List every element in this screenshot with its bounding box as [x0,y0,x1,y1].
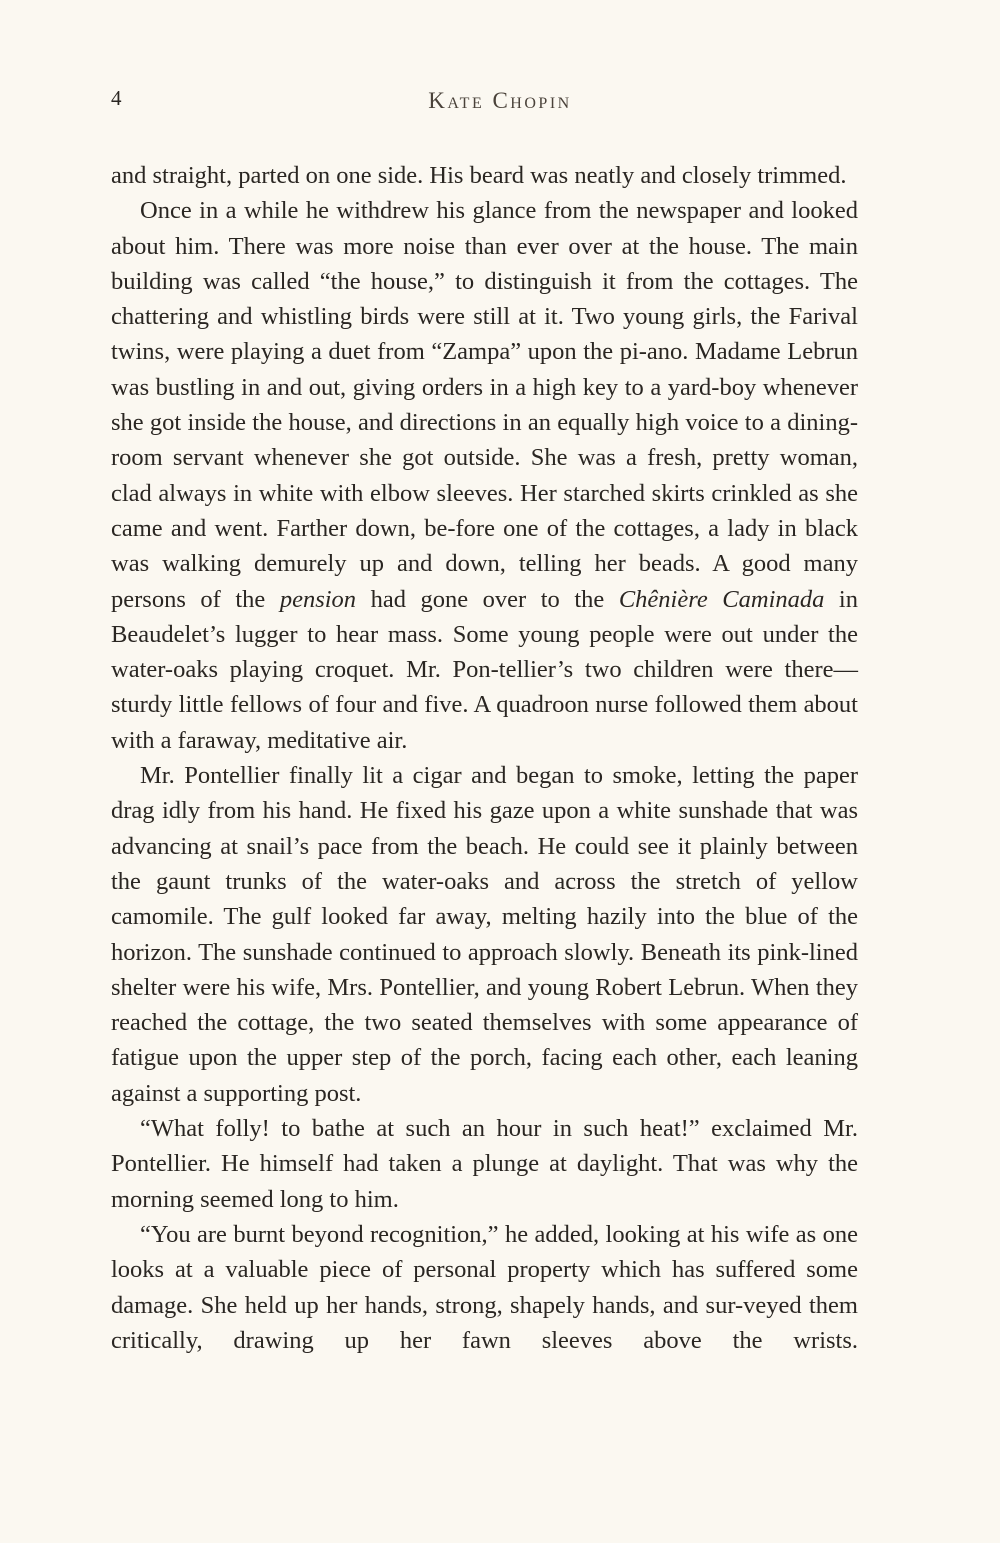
text-segment: “What folly! to bathe at such an hour in such heat!” exclaimed Mr. Pontellier. He himself had taken a plunge at daylight. That was why the morning seemed long to him. [111,1115,858,1213]
text-segment: Once in a while he withdrew his glance from the newspaper and looked about him. There was more noise than ever over at the house. The main building was called “the house,” to distinguish it from the cottages. The chattering and whistling birds were still at it. Two young girls, the Farival twins, were playing a duet from “Zampa” upon the pi-ano. Madame Lebrun was bustling in and out, giving orders in a high key to a yard-boy whenever she got inside the house, and directions in an equally high voice to a dining-room servant whenever she got outside. She was a fresh, pretty woman, clad always in white with elbow sleeves. Her starched skirts crinkled as she came and went. Farther down, be-fore one of the cottages, a lady in black was walking demurely up and down, telling her beads. A good many persons of the [111,197,858,613]
paragraph [111,758,858,1111]
text-segment: in Beaudelet’s lugger to hear mass. Some young people were out under the water-oaks playing croquet. Mr. Pon-tellier’s two children were there—sturdy little fellows of four and five. A quadroon nurse followed them about with a faraway, meditative air. [111,585,858,754]
text-segment: Mr. Pontellier finally lit a cigar and began to smoke, letting the paper drag idly from his hand. He fixed his gaze upon a white sunshade that was advancing at snail’s pace from the beach. He could see it plainly between the gaunt trunks of the water-oaks and across the stretch of yellow camomile. The gulf looked far away, melting hazily into the blue of the horizon. The sunshade continued to approach slowly. Beneath its pink-lined shelter were his wife, Mrs. Pontellier, and young Robert Lebrun. When they reached the cottage, the two seated themselves with some appearance of fatigue upon the upper step of the porch, facing each other, each leaning against a supporting post. [111,762,858,1107]
running-head: Kate Chopin [428,88,572,113]
text-segment: “You are burnt beyond recognition,” he added, looking at his wife as one looks at a valuable piece of personal property which has suffered some damage. She held up her hands, strong, shapely hands, and sur-veyed them critically, drawing up her fawn sleeves above the wrists. [111,1220,858,1354]
text-segment: had gone over to the [356,585,619,613]
page-number: 4 [111,86,122,110]
paragraph [111,1217,858,1358]
italic-text-segment: pension [279,585,357,613]
paragraph [111,1111,858,1217]
text-segment: and straight, parted on one side. His beard was neatly and closely trimmed. [111,162,847,189]
paragraph [111,193,858,758]
paragraph [111,158,858,193]
italic-text-segment: Chênière Caminada [618,585,825,613]
body-text [111,158,858,1358]
